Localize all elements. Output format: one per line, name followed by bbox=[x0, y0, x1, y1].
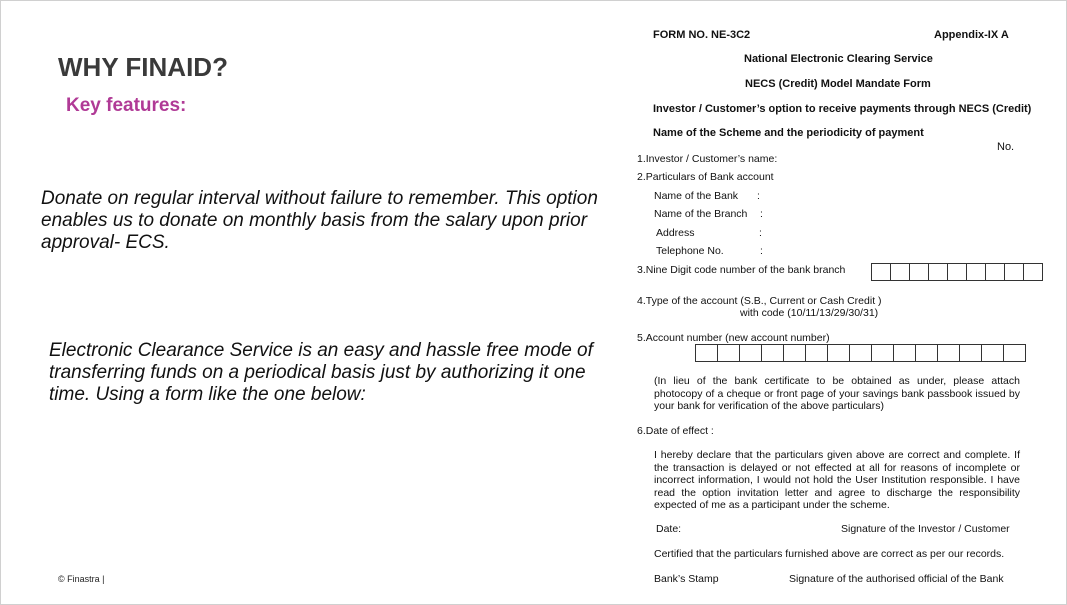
form-branch-name: Name of the Branch bbox=[654, 208, 748, 220]
form-no-label: No. bbox=[997, 141, 1015, 153]
form-item-4-code: with code (10/11/13/29/30/31) bbox=[740, 307, 879, 319]
paragraph-ecs-description: Electronic Clearance Service is an easy and hassle free mode of transferring funds on a periodical basis just by authorizing it one time. Using a form like the one below: bbox=[49, 340, 593, 405]
form-item-4: 4.Type of the account (S.B., Current or Cash Credit ) bbox=[637, 295, 882, 307]
slide-title: WHY FINAID? bbox=[58, 52, 228, 82]
footer-copyright: © Finastra | bbox=[58, 574, 105, 584]
form-signature-investor: Signature of the Investor / Customer bbox=[841, 523, 1010, 535]
form-colon: : bbox=[757, 190, 760, 202]
form-certified: Certified that the particulars furnished above are correct as per our records. bbox=[654, 548, 1005, 560]
form-item-2: 2.Particulars of Bank account bbox=[637, 171, 774, 183]
form-telephone: Telephone No. bbox=[656, 245, 724, 257]
form-item-1: 1.Investor / Customer’s name: bbox=[637, 153, 778, 165]
form-address: Address bbox=[656, 227, 695, 239]
paragraph-regular-donation: Donate on regular interval without failure to remember. This option enables us to donate on monthly basis from the salary upon prior approval- ECS. bbox=[41, 188, 598, 253]
form-signature-bank: Signature of the authorised official of the Bank bbox=[789, 573, 1004, 585]
form-bank-stamp: Bank’s Stamp bbox=[654, 573, 719, 585]
form-colon: : bbox=[760, 245, 763, 257]
form-heading-necs: National Electronic Clearing Service bbox=[744, 53, 933, 65]
necs-mandate-form-image bbox=[631, 23, 1061, 598]
form-item-5: 5.Account number (new account number) bbox=[637, 332, 830, 344]
form-heading-mandate: NECS (Credit) Model Mandate Form bbox=[745, 78, 931, 90]
form-bank-name: Name of the Bank bbox=[654, 190, 739, 202]
slide-subtitle: Key features: bbox=[66, 95, 187, 116]
form-scheme-line: Name of the Scheme and the periodicity of payment bbox=[653, 127, 924, 139]
branch-code-boxes bbox=[872, 263, 1043, 281]
form-number: FORM NO. NE-3C2 bbox=[653, 29, 751, 41]
form-item-6: 6.Date of effect : bbox=[637, 425, 714, 437]
form-option-line: Investor / Customer’s option to receive payments through NECS (Credit) bbox=[653, 103, 1032, 115]
form-date-label: Date: bbox=[656, 523, 682, 535]
form-appendix: Appendix-IX A bbox=[934, 29, 1009, 41]
account-number-boxes bbox=[696, 344, 1026, 362]
form-declaration: I hereby declare that the particulars given above are correct and complete. If the transaction is delayed or not effected at all for reasons of incomplete or incorrect information, I would not hold the User Institution responsible. I have read the option invitation letter and agree to discharge the responsibility expected of me as a participant under the scheme. bbox=[654, 449, 1020, 511]
form-colon: : bbox=[759, 227, 762, 239]
form-item-3: 3.Nine Digit code number of the bank branch bbox=[637, 264, 846, 276]
form-note: (In lieu of the bank certificate to be obtained as under, please attach photocopy of a cheque or front page of your savings bank passbook issued by your bank for verification of the above particulars) bbox=[654, 375, 1020, 412]
form-colon: : bbox=[760, 208, 763, 220]
